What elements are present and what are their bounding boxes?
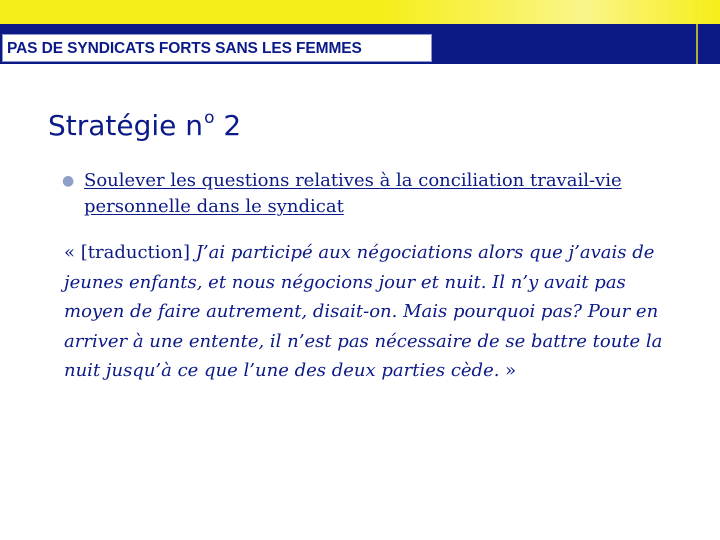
heading-text: Stratégie n bbox=[48, 109, 204, 142]
bullet-item bbox=[62, 168, 682, 220]
header-title-box bbox=[2, 34, 432, 62]
header-title: PAS DE SYNDICATS FORTS SANS LES FEMMES bbox=[7, 40, 362, 57]
quote-paragraph bbox=[64, 238, 674, 386]
top-yellow-gradient bbox=[380, 0, 720, 26]
bullet-dot-icon: ● bbox=[62, 173, 75, 189]
bullet-link[interactable]: Soulever les questions relatives à la conciliation travail-vie personnelle dans le syndicat bbox=[84, 170, 622, 217]
quote-body: J’ai participé aux négociations alors que j’avais de jeunes enfants, et nous négocions jour et nuit. Il n’y avait pas moyen de faire autrement, disait-on. Mais pourquoi pas? Pour en arriver à une entente, il n’est pas nécessaire de se battre toute la nuit jusqu’à ce que l’une des deux parties cède. bbox=[64, 242, 663, 381]
header-accent-line bbox=[696, 0, 698, 64]
quote-close: » bbox=[499, 360, 517, 381]
heading-number: 2 bbox=[214, 109, 242, 142]
quote-open: « [traduction] bbox=[64, 242, 196, 263]
heading-superscript: o bbox=[204, 108, 215, 128]
slide-heading bbox=[48, 98, 241, 146]
